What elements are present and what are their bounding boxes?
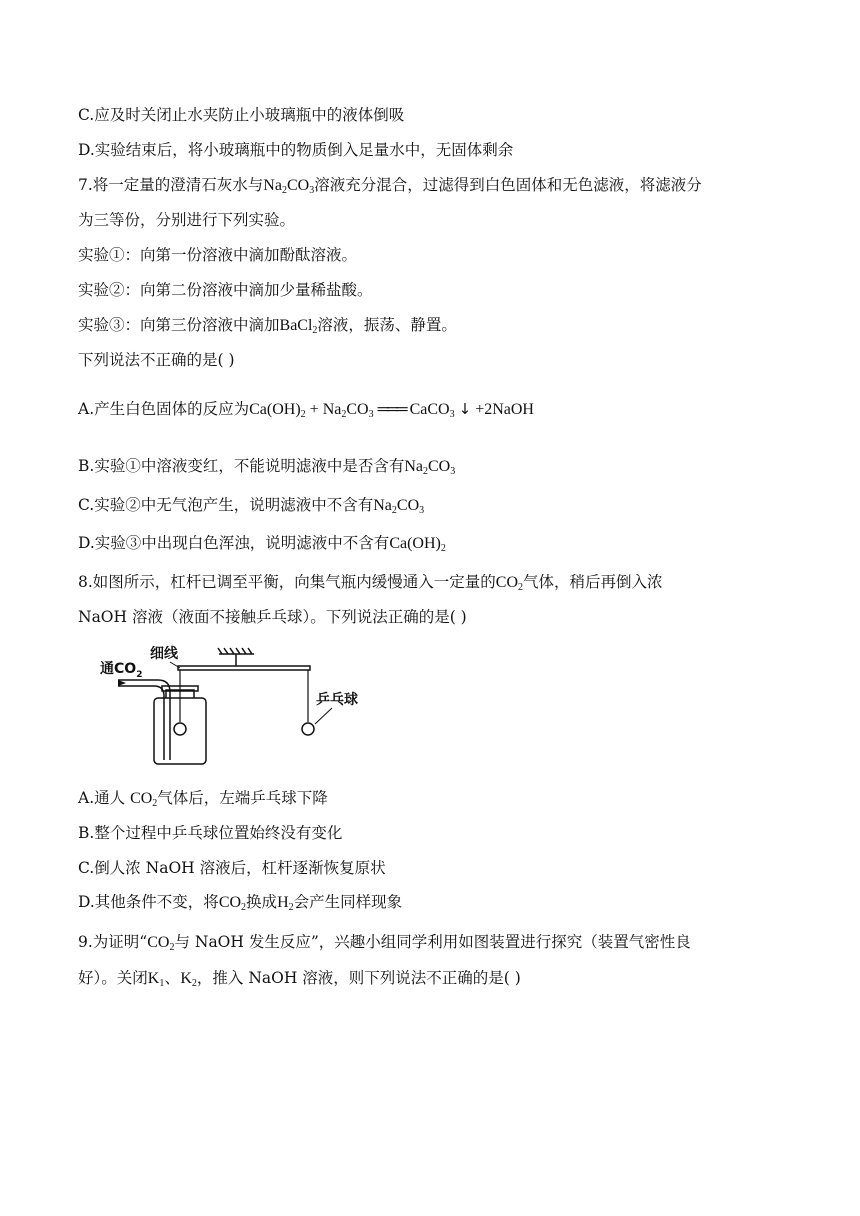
q7-experiment-1: 实验①：向第一份溶液中滴加酚酞溶液。 [78, 246, 358, 264]
thread-label: 细线 [150, 646, 178, 662]
support-hatch [218, 648, 254, 654]
q7-option-d: D.实验③中出现白色浑浊，说明滤液中不含有$Ca(OH)_2$ [78, 534, 446, 554]
ping-pong-ball-label: 乒乓球 [316, 692, 358, 708]
q9-stem-line2: 好）。关闭$K_1$、$K_2$，推入 NaOH 溶液，则下列说法不正确的是( ) [78, 969, 521, 989]
q8-stem-line2: NaOH 溶液（液面不接触乒乓球）。下列说法正确的是( ) [78, 608, 467, 626]
q7-stem-line1: 7.将一定量的澄清石灰水与$Na_2CO_3$溶液充分混合，过滤得到白色固体和无色滤液，将滤液分 [78, 176, 702, 196]
q7-option-a: A.产生白色固体的反应为$Ca(OH)_2 + Na_2CO_3$ ═══ CaCO$_3$ ↓ +2NaOH [78, 400, 534, 420]
q9-stem-line1: 9.为证明“$CO_2$与 NaOH 发生反应”，兴趣小组同学利用如图装置进行探究（装置气密性良 [78, 933, 691, 953]
inlet-arrow-icon [118, 680, 126, 686]
co2-inlet-label: 通$CO_2$ [100, 661, 143, 680]
co2-inlet-tube [118, 680, 170, 760]
q7-experiment-3: 实验③：向第三份溶液中滴加BaCl$_2$溶液，振荡、静置。 [78, 316, 457, 336]
q8-option-b: B.整个过程中乒乓球位置始终没有变化 [78, 824, 343, 842]
thread-pointer-line [170, 662, 180, 668]
q8-option-c: C.倒人浓 NaOH 溶液后，杠杆逐渐恢复原状 [78, 859, 386, 877]
q8-stem-line1: 8.如图所示，杠杆已调至平衡，向集气瓶内缓慢通入一定量的$CO_2$气体，稍后再倒入浓 [78, 573, 663, 593]
q7-question: 下列说法不正确的是( ) [78, 351, 235, 369]
lever-apparatus-figure [96, 640, 396, 770]
right-ping-pong-ball [302, 723, 314, 735]
q8-option-a: A.通人 $CO_2$气体后，左端乒乓球下降 [78, 789, 328, 809]
left-ping-pong-ball [174, 723, 186, 735]
ball-pointer-line [315, 708, 332, 724]
q8-option-d: D.其他条件不变，将$CO_2$换成$H_2$会产生同样现象 [78, 893, 403, 913]
q7-stem-line2: 为三等份，分别进行下列实验。 [78, 211, 296, 229]
lever-bar [178, 666, 310, 670]
q7-experiment-2: 实验②：向第二份溶液中滴加少量稀盐酸。 [78, 281, 373, 299]
q7-option-b: B.实验①中溶液变红，不能说明滤液中是否含有$Na_2CO_3$ [78, 457, 456, 477]
q6-option-d: D.实验结束后，将小玻璃瓶中的物质倒入足量水中，无固体剩余 [78, 141, 514, 159]
q7-option-c: C.实验②中无气泡产生，说明滤液中不含有$Na_2CO_3$ [78, 496, 425, 516]
q6-option-c: C.应及时关闭止水夹防止小玻璃瓶中的液体倒吸 [78, 106, 405, 124]
